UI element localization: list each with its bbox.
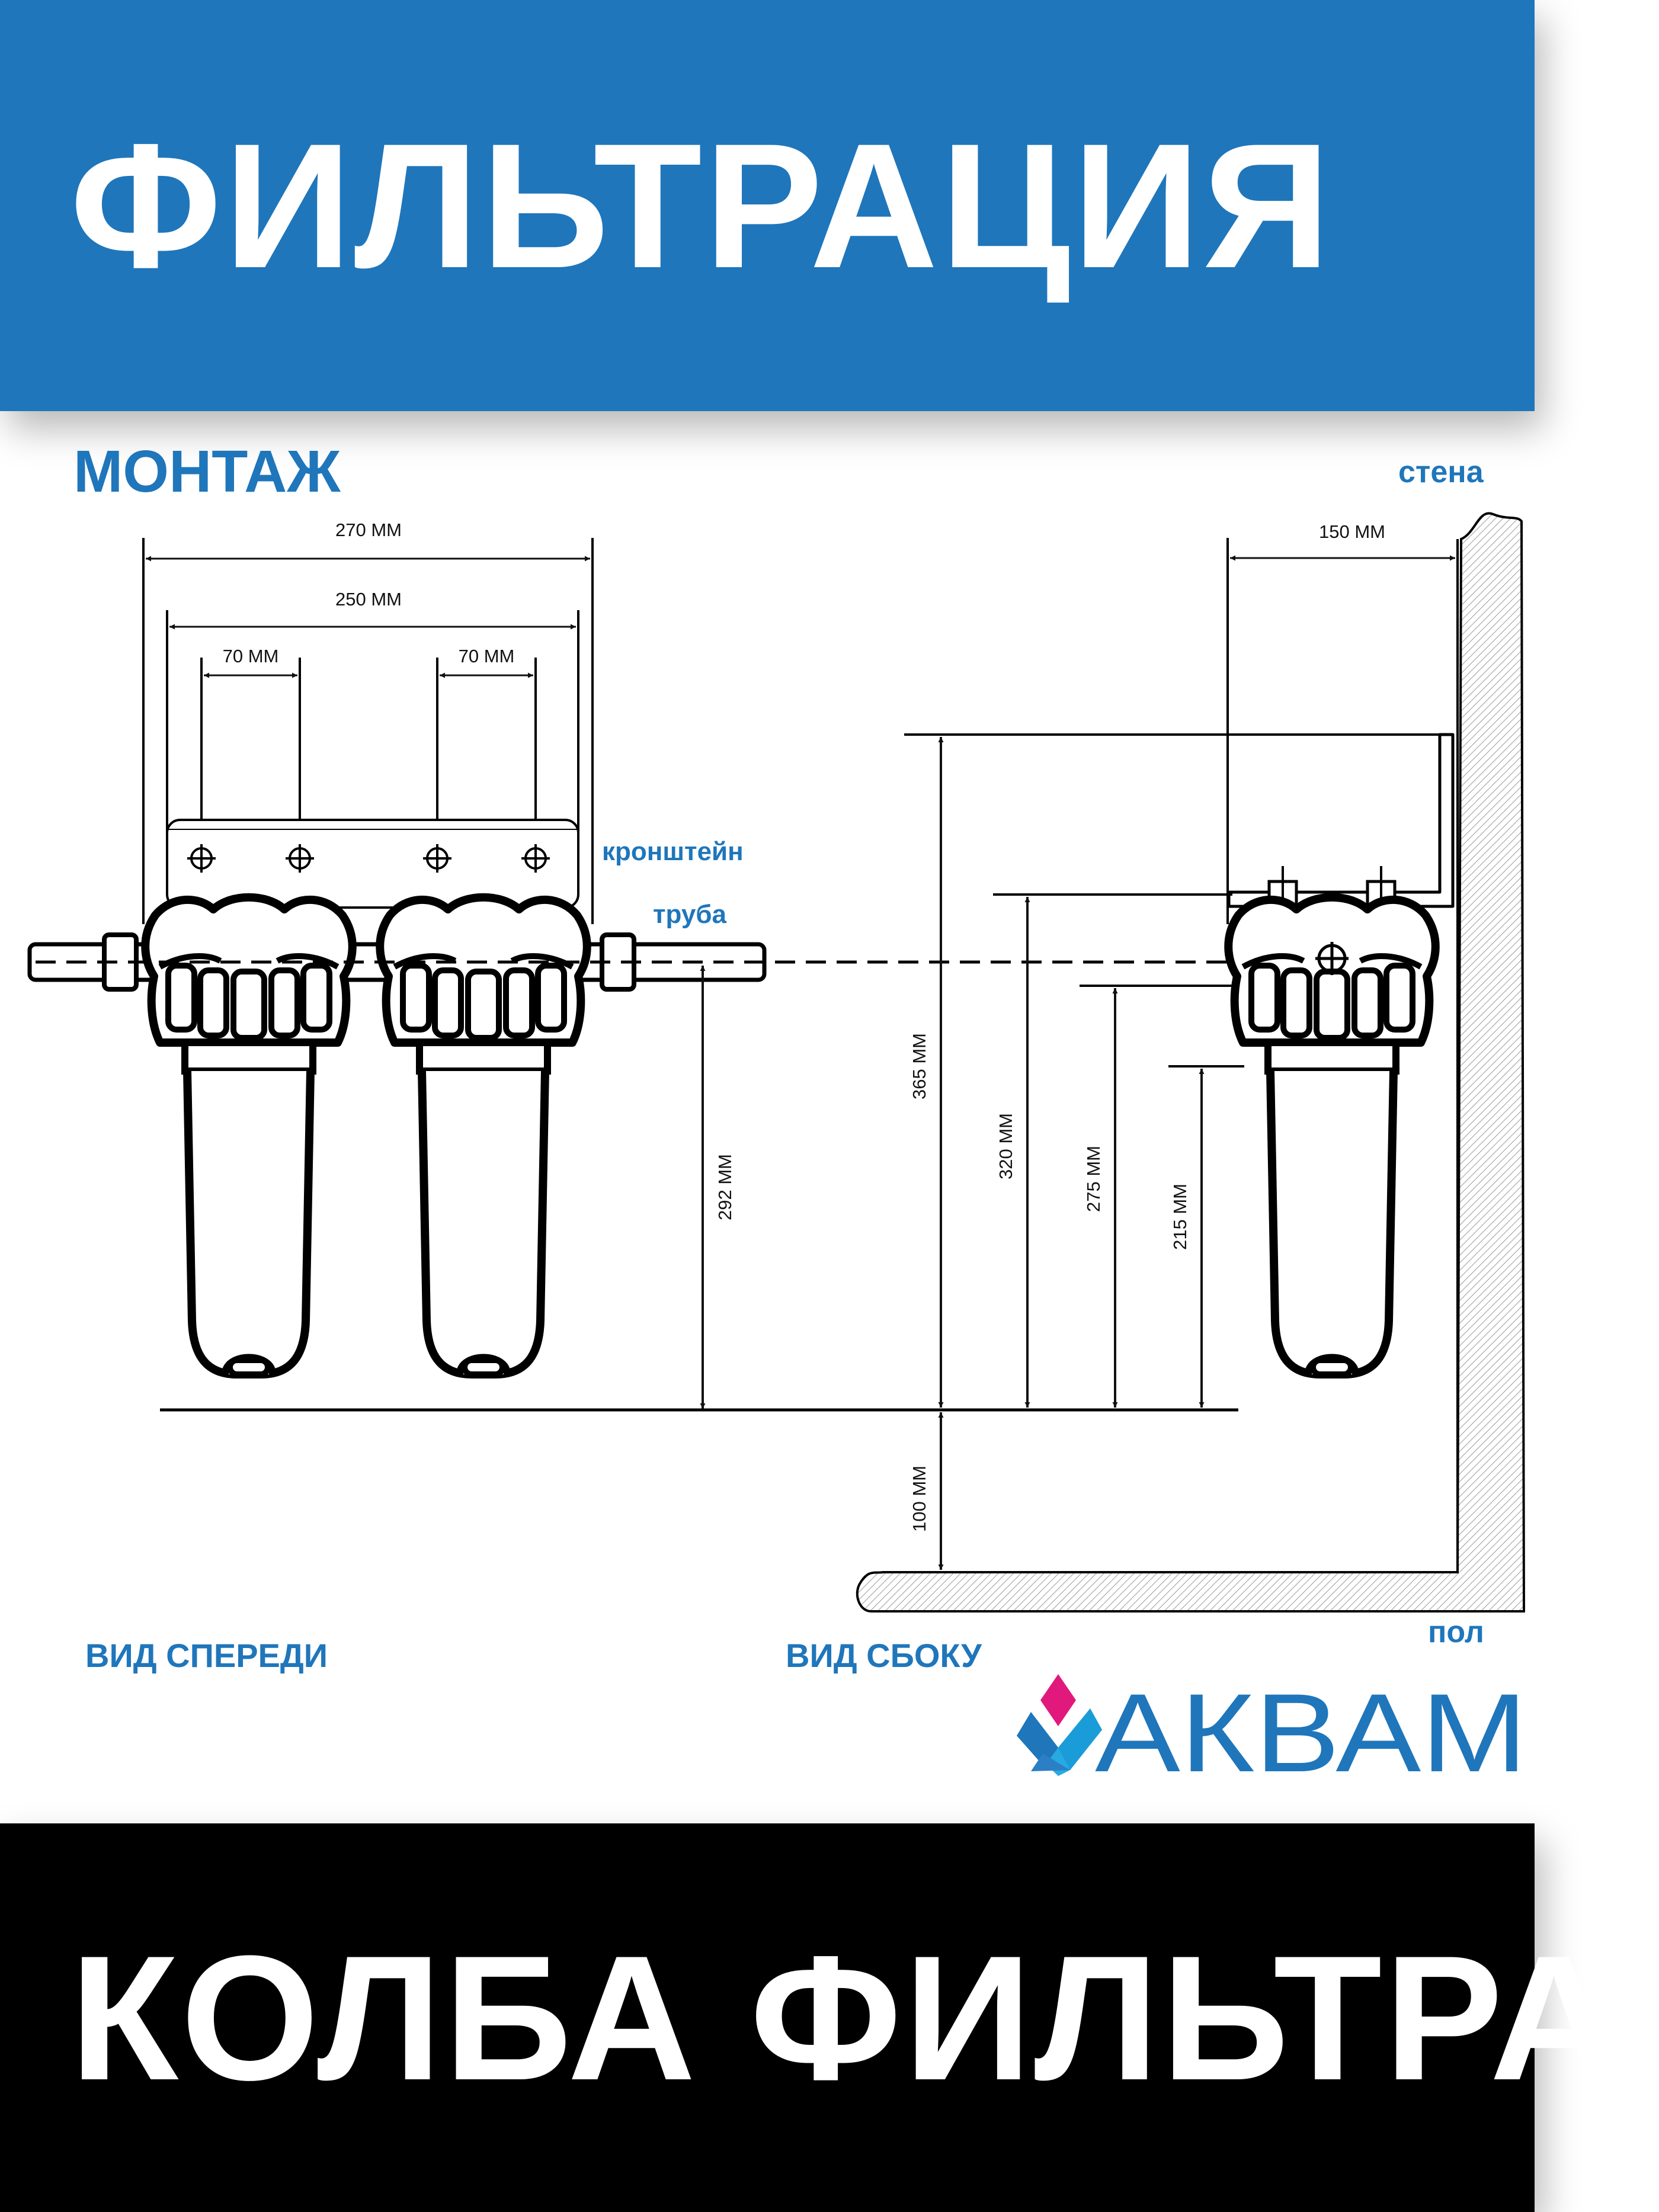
wall-label: стена xyxy=(1398,455,1484,489)
logo-icon xyxy=(1017,1674,1102,1776)
section-title: МОНТАЖ xyxy=(73,438,341,505)
bracket-label: кронштейн xyxy=(602,837,744,866)
brand-name: АКВАМ xyxy=(1095,1671,1527,1795)
filter-housing-right xyxy=(380,897,587,1374)
footer-banner xyxy=(0,1823,1620,2212)
front-view xyxy=(30,520,764,1374)
brand-logo xyxy=(1017,1671,1527,1795)
front-view-label: ВИД СПЕРЕДИ xyxy=(85,1637,328,1674)
dim-label-320: 320 ММ xyxy=(995,1113,1016,1179)
pipe-label: труба xyxy=(653,900,726,929)
wall xyxy=(857,513,1524,1611)
footer-title: КОЛБА ФИЛЬТРА xyxy=(70,1918,1620,2117)
dim-label-100: 100 ММ xyxy=(909,1466,930,1532)
filter-housing-left xyxy=(145,897,353,1374)
dim-label-365: 365 ММ xyxy=(909,1033,930,1099)
side-view xyxy=(857,513,1524,1611)
floor-label: пол xyxy=(1428,1615,1484,1649)
dim-label-150: 150 ММ xyxy=(1319,521,1385,542)
dim-label-270: 270 ММ xyxy=(335,520,402,540)
dim-label-275: 275 ММ xyxy=(1083,1146,1104,1212)
side-view-label: ВИД СБОКУ xyxy=(786,1637,982,1674)
dim-label-70-right: 70 ММ xyxy=(458,646,515,666)
dim-label-70-left: 70 ММ xyxy=(222,646,279,666)
bracket-plate xyxy=(167,820,578,908)
dim-label-250: 250 ММ xyxy=(335,589,402,610)
header-title: ФИЛЬТРАЦИЯ xyxy=(70,106,1333,305)
bracket-side xyxy=(1229,735,1453,906)
dim-label-215: 215 ММ xyxy=(1170,1184,1190,1250)
dim-label-292: 292 ММ xyxy=(715,1154,735,1220)
